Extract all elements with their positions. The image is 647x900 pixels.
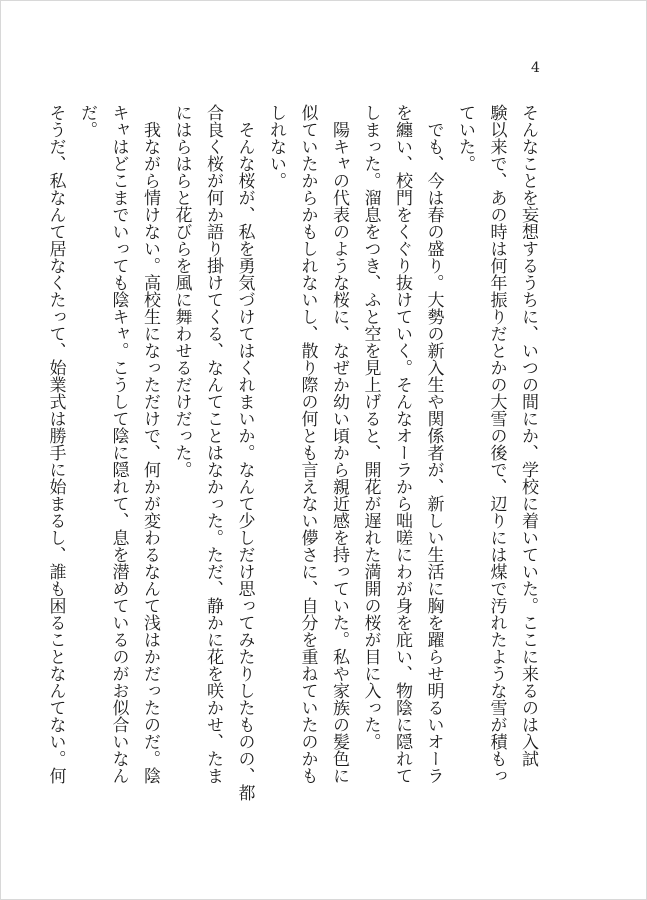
text-line: 陽キャの代表のような桜に、なぜか幼い頃から親近感を持っていた。私や家族の髪色に	[329, 121, 349, 784]
text-line: しまった。溜息をつき、ふと空を見上げると、開花が遅れた満開の桜が目に入った。	[360, 104, 381, 750]
text-line: キャはどこまでいっても陰キャ。こうして陰に隠れて、息を潜めているのがお似合いなん	[108, 104, 129, 784]
page-number: 4	[531, 60, 540, 76]
text-line: を纏い、校門をくぐり抜けていく。そんなオーラから咄嗟にわが身を庇い、物陰に隠れて	[392, 104, 412, 784]
text-line: にはらはらと花びらを風に舞わせるだけだった。	[171, 104, 192, 478]
text-line: 似ていたからかもしれないし、散り際の何とも言えない儚さに、自分を重ねていたのかも	[297, 104, 318, 784]
text-line: そうだ、私なんて居なくたって、始業式は勝手に始まるし、誰も困ることなんてない。何	[45, 104, 66, 784]
text-line: そんなことを妄想するうちに、いつの間にか、学校に着いていた。ここに来るのは入試	[518, 104, 538, 767]
text-line: 合良く桜が何か語り掛けてくる、なんてことはなかった。ただ、静かに花を咲かせ、たま	[203, 104, 223, 784]
novel-body-text	[45, 104, 543, 844]
text-line: 我ながら情けない。高校生になっただけで、何かが変わるなんて浅はかだったのだ。陰	[140, 121, 160, 784]
text-line: だ。	[77, 104, 97, 138]
text-line: でも、今は春の盛り。大勢の新入生や関係者が、新しい生活に胸を躍らせ明るいオーラ	[423, 121, 444, 784]
text-line: 験以来で、あの時は何年振りだとかの大雪の後で、辺りには煤で汚れたような雪が積もっ	[486, 104, 507, 784]
text-line: そんな桜が、私を勇気づけてはくれまいか。なんて少しだけ思ってみたりしたものの、都	[234, 121, 255, 801]
text-line: しれない。	[266, 104, 286, 189]
text-line: ていた。	[455, 104, 475, 172]
